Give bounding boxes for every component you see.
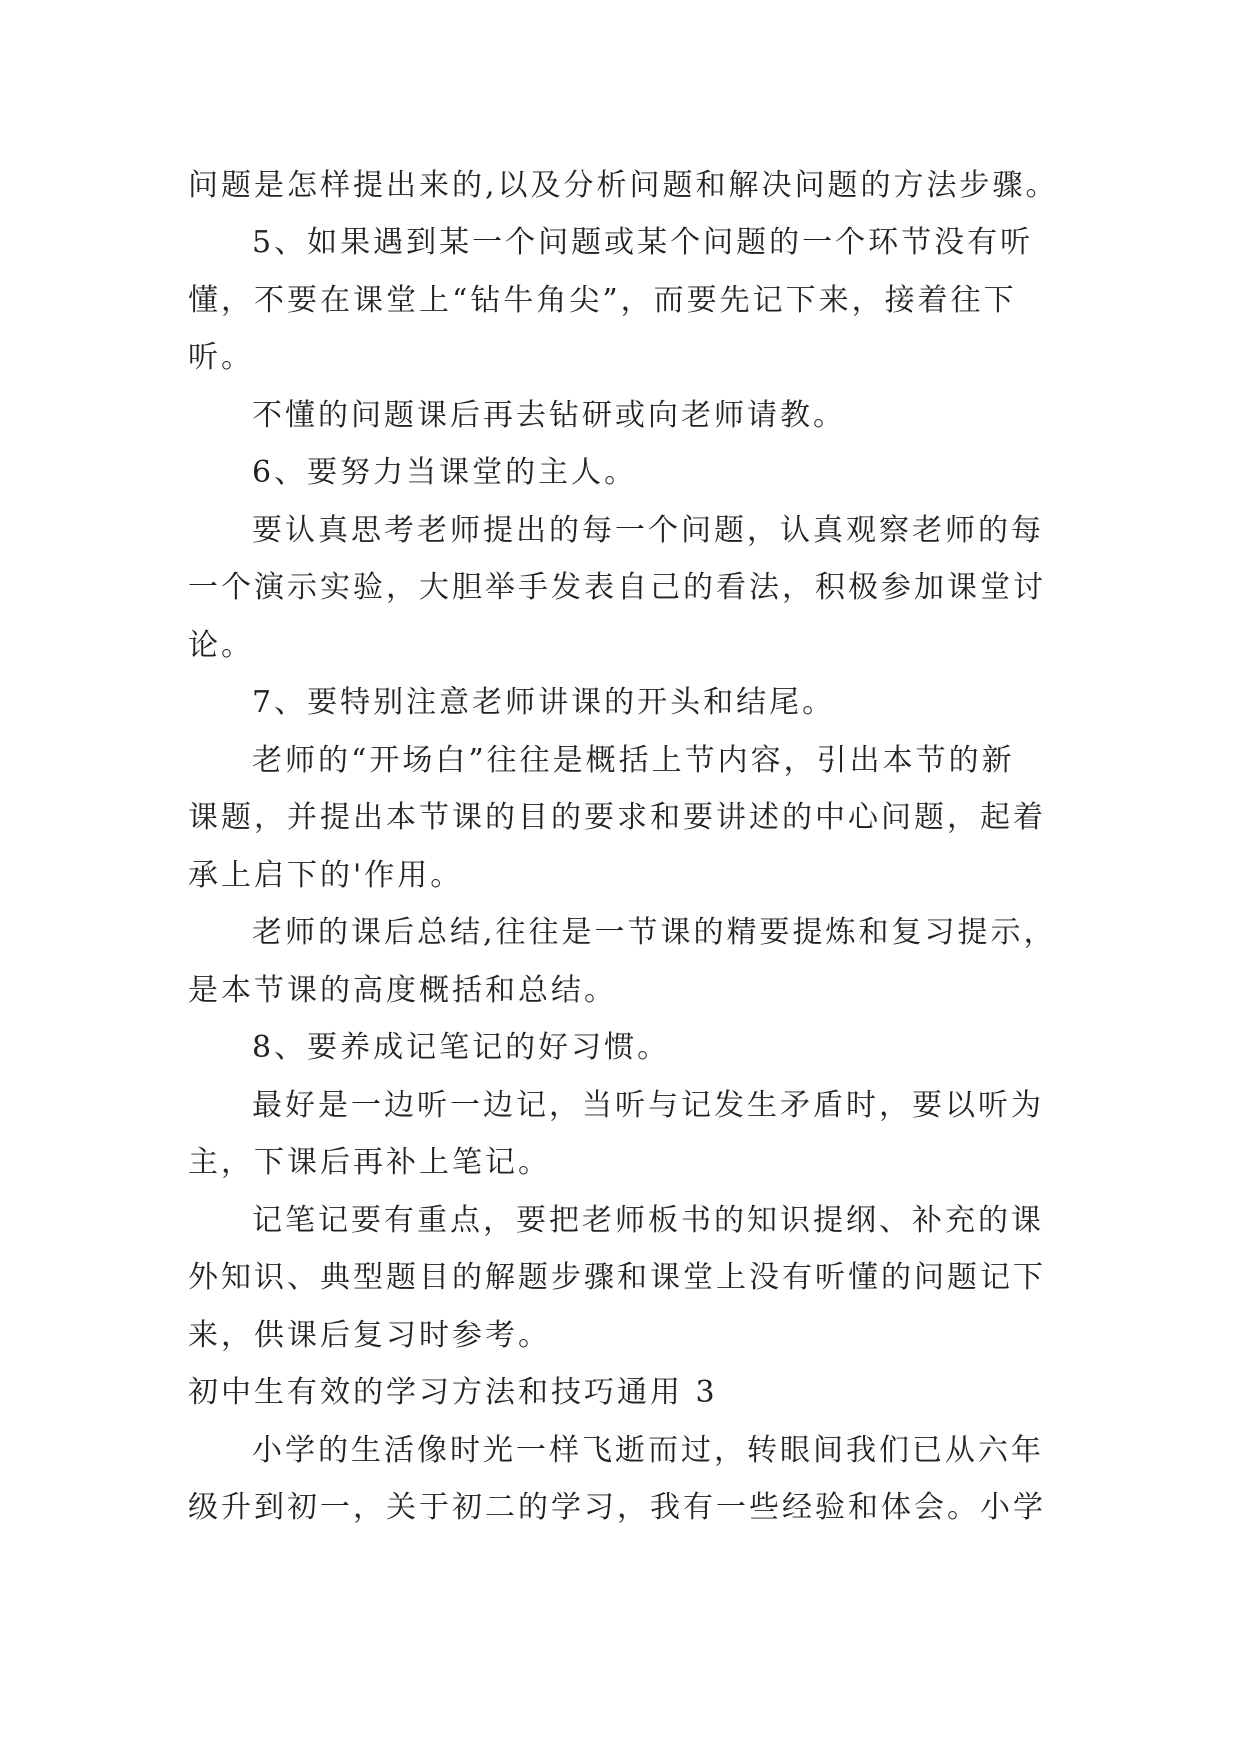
text-line: 懂，不要在课堂上“钻牛角尖”，而要先记下来，接着往下 <box>188 283 1017 318</box>
text-line: 要认真思考老师提出的每一个问题，认真观察老师的每 <box>252 513 1044 548</box>
text-line: 课题，并提出本节课的目的要求和要讲述的中心问题，起着 <box>188 800 1046 835</box>
text-line: 外知识、典型题目的解题步骤和课堂上没有听懂的问题记下 <box>188 1260 1046 1295</box>
text-line: 6、要努力当课堂的主人。 <box>252 455 638 490</box>
section-heading: 初中生有效的学习方法和技巧通用 3 <box>188 1375 718 1410</box>
text-line: 听。 <box>188 340 254 375</box>
text-line: 问题是怎样提出来的,以及分析问题和解决问题的方法步骤。 <box>188 168 1059 203</box>
text-line: 5、如果遇到某一个问题或某个问题的一个环节没有听 <box>252 225 1034 260</box>
text-line: 小学的生活像时光一样飞逝而过，转眼间我们已从六年 <box>252 1433 1044 1468</box>
text-line: 来，供课后复习时参考。 <box>188 1318 551 1353</box>
text-line: 老师的课后总结,往往是一节课的精要提炼和复习提示， <box>252 915 1057 950</box>
text-line: 级升到初一，关于初二的学习，我有一些经验和体会。小学 <box>188 1490 1046 1525</box>
text-line: 记笔记要有重点，要把老师板书的知识提纲、补充的课 <box>252 1203 1044 1238</box>
text-line: 8、要养成记笔记的好习惯。 <box>252 1030 671 1065</box>
text-line: 主，下课后再补上笔记。 <box>188 1145 551 1180</box>
text-line: 是本节课的高度概括和总结。 <box>188 973 617 1008</box>
text-line: 最好是一边听一边记，当听与记发生矛盾时，要以听为 <box>252 1088 1044 1123</box>
text-line: 承上启下的'作用。 <box>188 858 464 893</box>
text-line: 7、要特别注意老师讲课的开头和结尾。 <box>252 685 836 720</box>
text-line: 老师的“开场白”往往是概括上节内容，引出本节的新 <box>252 743 1015 778</box>
text-line: 不懂的问题课后再去钻研或向老师请教。 <box>252 398 846 433</box>
text-line: 一个演示实验，大胆举手发表自己的看法，积极参加课堂讨 <box>188 570 1046 605</box>
text-line: 论。 <box>188 628 254 663</box>
